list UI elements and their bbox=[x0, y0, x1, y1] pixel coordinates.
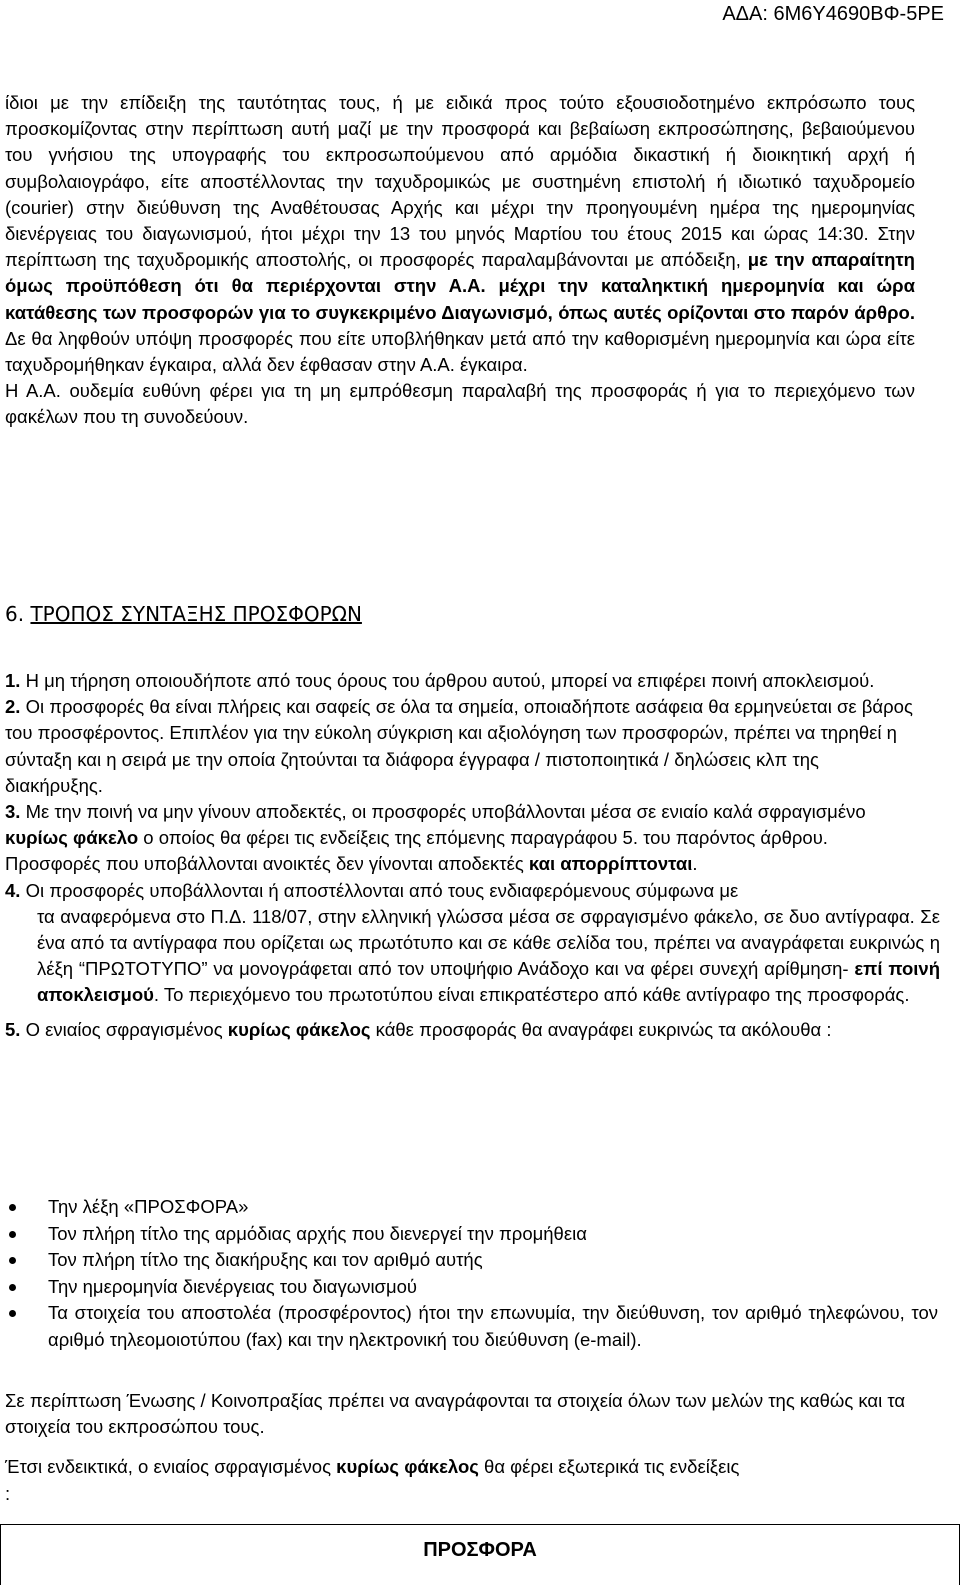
union-paragraph: Σε περίπτωση Ένωσης / Κοινοπραξίας πρέπει να αναγράφονται τα στοιχεία όλων των μελών της καθώς και τα στοιχεία του εκπροσώπου τους. bbox=[5, 1390, 906, 1438]
list-item: Τον πλήρη τίτλο της αρμόδιας αρχής που διενεργεί την προμήθεια bbox=[5, 1221, 938, 1248]
item-1: 1. Η μη τήρηση οποιουδήποτε από τους όρους του άρθρου αυτού, μπορεί να επιφέρει ποινή αποκλεισμού. bbox=[5, 670, 875, 691]
colon-line: : bbox=[5, 1482, 11, 1504]
indicative-paragraph: Έτσι ενδεικτικά, ο ενιαίος σφραγισμένος κυρίως φάκελος θα φέρει εξωτερικά τις ενδείξεις bbox=[5, 1456, 740, 1478]
list-item: Τα στοιχεία του αποστολέα (προσφέροντος) ήτοι την επωνυμία, την διεύθυνση, τον αριθμό τηλεφώνου, τον αριθμό τηλεομοιοτύπου (fax) και την ηλεκτρονική του διεύθυνση (e-mail). bbox=[5, 1300, 938, 1353]
closing-text bbox=[5, 1388, 940, 1507]
intro-paragraph: ίδιοι με την επίδειξη της ταυτότητας τους, ή με ειδικά προς τούτο εξουσιοδοτημένο εκπρόσωπο τους προσκομίζοντας στην περίπτωση αυτή μαζί με την προσφορά και βεβαίωση εκπροσώπησης, βεβαιούμενου του γνήσιου της υπογραφής του εκπροσωπούμενου από αρμόδια δικαστική ή διοικητική αρχή ή συμβολαιογράφο, είτε αποστέλλοντας την ταχυδρομικώς με συστημένη επιστολή ή ιδιωτικό ταχυδρομείο (courier) στην διεύθυνση της Αναθέτουσας Αρχής και μέχρι την προηγουμένη ημέρα της ημερομηνίας διενέργειας του διαγωνισμού, ήτοι μέχρι την 13 του μηνός Μαρτίου του έτους 2015 και ώρας 14:30. Στην περίπτωση της ταχυδρομικής αποστολής, οι προσφορές παραλαμβάνονται με απόδειξη, με την απαραίτητη όμως προϋπόθεση ότι θα περιέρχονται στην Α.Α. μέχρι την καταληκτική ημερομηνία και ώρα κατάθεσης των προσφορών για το συγκεκριμένο Διαγωνισμό, όπως αυτές ορίζονται στο παρόν άρθρο. Δε θα ληφθούν υπόψη προσφορές που είτε υποβλήθηκαν μετά από την καθορισμένη ημερομηνία και ώρα είτε ταχυδρομήθηκαν έγκαιρα, αλλά δεν έφθασαν στην Α.Α. έγκαιρα. Η Α.Α. ουδεμία ευθύνη φέρει για τη μη εμπρόθεσμη παραλαβή της προσφοράς ή για το περιεχόμενο των φακέλων που τη συνοδεύουν. bbox=[5, 90, 915, 431]
item-4: 4. Οι προσφορές υποβάλλονται ή αποστέλλονται από τους ενδιαφερόμενους σύμφωνα με bbox=[5, 879, 739, 901]
offer-box-title: ΠΡΟΣΦΟΡΑ bbox=[423, 1539, 537, 1561]
envelope-markings-list bbox=[5, 1194, 938, 1353]
item-4-continued: τα αναφερόμενα στο Π.Δ. 118/07, στην ελληνική γλώσσα μέσα σε σφραγισμένο φάκελο, σε δυο αντίγραφα. Σε ένα από τα αντίγραφα που ορίζεται ως πρωτότυπο και σε κάθε σελίδα του, πρέπει να αναγράφεται ευκρινώς η λέξη “ΠΡΩΤΟΤΥΠΟ” να μονογράφεται από τον υποψήφιο Ανάδοχο και να φέρει συνεχή αρίθμηση- επί ποινή αποκλεισμού. Το περιεχόμενο του πρωτοτύπου είναι επικρατέστερο από κάθε αντίγραφο της προσφοράς. bbox=[37, 905, 940, 1006]
liability-paragraph: Η Α.Α. ουδεμία ευθύνη φέρει για τη μη εμπρόθεσμη παραλαβή της προσφοράς ή για το περιεχόμενο των φακέλων που τη συνοδεύουν. bbox=[5, 380, 915, 428]
section-heading bbox=[5, 599, 362, 629]
section-number: 6. bbox=[5, 602, 25, 626]
numbered-items bbox=[5, 668, 940, 1043]
bold-condition: με την απαραίτητη όμως προϋπόθεση ότι θα περιέρχονται στην Α.Α. μέχρι την καταληκτική ημερομηνία και ώρα κατάθεσης των προσφορών για το συγκεκριμένο Διαγωνισμό, όπως αυτές ορίζονται στο παρόν άρθρο. bbox=[5, 249, 915, 323]
list-item: Την ημερομηνία διενέργειας του διαγωνισμού bbox=[5, 1274, 938, 1301]
offer-box bbox=[0, 1524, 960, 1585]
list-item: Τον πλήρη τίτλο της διακήρυξης και τον αριθμό αυτής bbox=[5, 1247, 938, 1274]
item-3: 3. Με την ποινή να μην γίνουν αποδεκτές, οι προσφορές υποβάλλονται μέσα σε ενιαίο καλά σφραγισμένο κυρίως φάκελο ο οποίος θα φέρει τις ενδείξεις της επόμενης παραγράφου 5. του παρόντος άρθρου. Προσφορές που υποβάλλονται ανοικτές δεν γίνονται αποδεκτές και απορρίπτονται. bbox=[5, 801, 866, 875]
list-item: Την λέξη «ΠΡΟΣΦΟΡΑ» bbox=[5, 1194, 938, 1221]
ada-code: ΑΔΑ: 6Μ6Υ4690ΒΦ-5ΡΕ bbox=[722, 3, 944, 25]
item-5: 5. Ο ενιαίος σφραγισμένος κυρίως φάκελος κάθε προσφοράς θα αναγράφει ευκρινώς τα ακόλουθα : bbox=[5, 1018, 832, 1040]
item-2: 2. Οι προσφορές θα είναι πλήρεις και σαφείς σε όλα τα σημεία, οποιαδήποτε ασάφεια θα ερμηνεύεται σε βάρος του προσφέροντος. Επιπλέον για την εύκολη σύγκριση και αξιολόγηση των προσφορών, πρέπει να τηρηθεί η σύνταξη και η σειρά με την οποία ζητούνται τα διάφορα έγγραφα / πιστοποιητικά / δηλώσεις κλπ της διακήρυξης. bbox=[5, 696, 913, 796]
section-title: ΤΡΟΠΟΣ ΣΥΝΤΑΞΗΣ ΠΡΟΣΦΟΡΩΝ bbox=[30, 602, 362, 626]
